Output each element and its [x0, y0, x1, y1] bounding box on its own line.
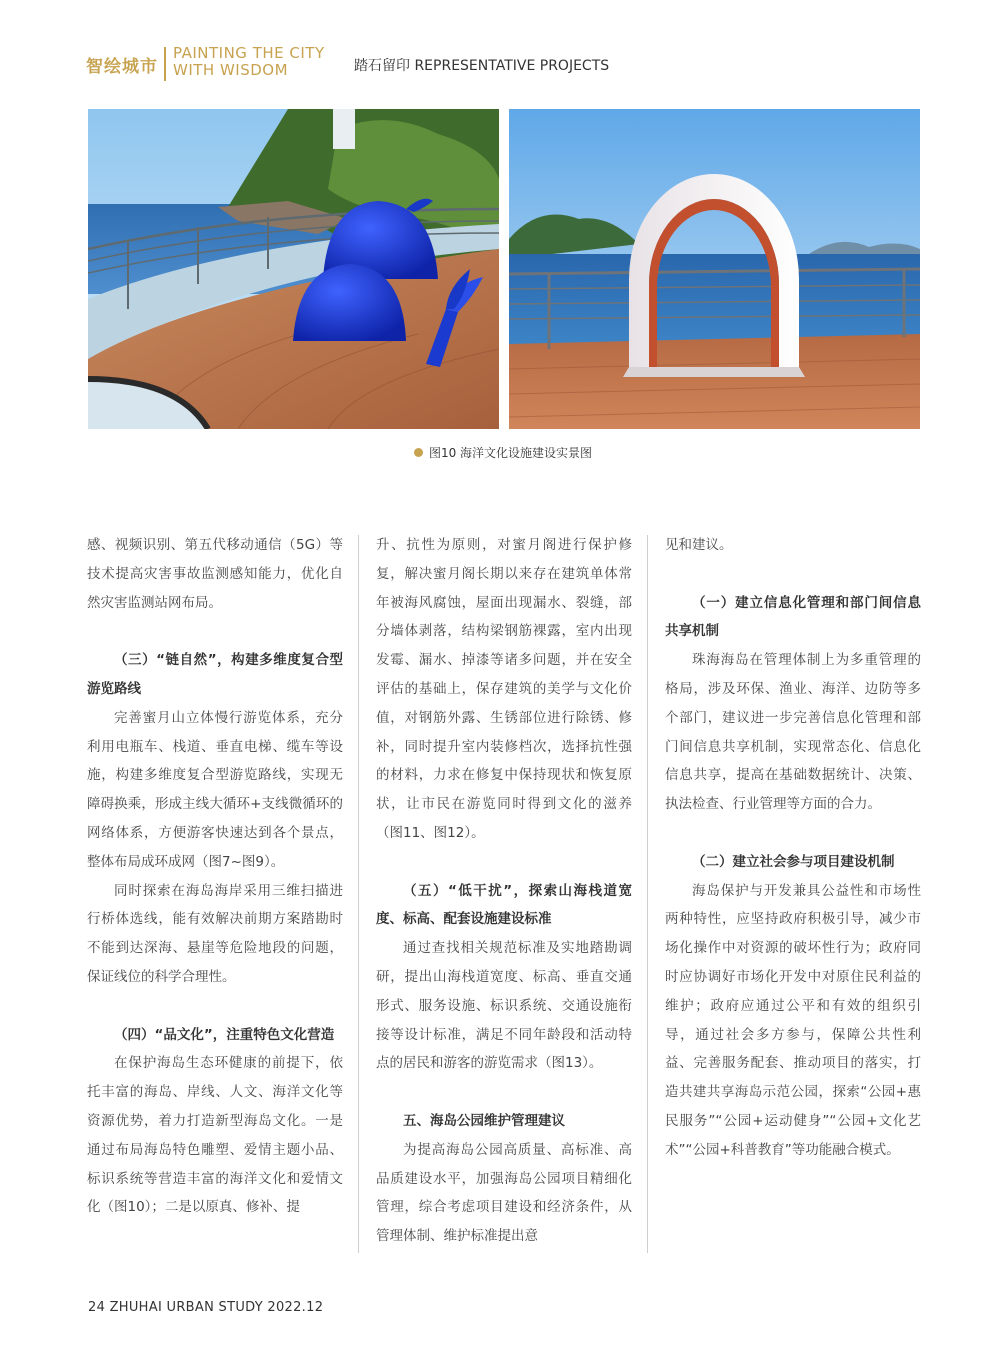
paragraph: 感、视频识别、第五代移动通信（5G）等技术提高灾害事故监测感知能力，优化自然灾害监测站网布局。	[87, 537, 343, 611]
figure-caption	[0, 444, 1006, 461]
paragraph: 海岛保护与开发兼具公益性和市场性两种特性，应坚持政府积极引导，减少市场化操作中对资源的破坏性行为；政府同时应协调好市场化开发中对原住民利益的维护；政府应通过公平和有效的组织引导，通过社会多方参与，保障公共性利益、完善服务配套、推动项目的落实，打造共建共享海岛示范公园，探索“公园+惠民服务”“公园+运动健身”“公园+文化艺术”“公园+科普教育”等功能融合模式。	[665, 882, 921, 1158]
column-divider	[358, 535, 359, 1253]
brand-title-en-line1: PAINTING THE CITY	[173, 44, 325, 62]
photo-ring-arch	[509, 109, 920, 429]
text-column-1	[87, 531, 343, 1222]
paragraph: 完善蜜月山立体慢行游览体系，充分利用电瓶车、栈道、垂直电梯、缆车等设施，构建多维度复合型游览路线，实现无障碍换乘，形成主线大循环+支线微循环的网络体系，方便游客快速达到各个景点，整体布局成环成网（图7~图9）。	[87, 709, 343, 870]
paragraph: 见和建议。	[665, 537, 733, 553]
paragraph: 在保护海岛生态环健康的前提下，依托丰富的海岛、岸线、人文、海洋文化等资源优势，着力打造新型海岛文化。一是通过布局海岛特色雕塑、爱情主题小品、标识系统等营造丰富的海洋文化和爱情文化（图10）；二是以原真、修补、提	[87, 1055, 343, 1216]
brand-divider	[164, 47, 166, 81]
text-column-2	[376, 531, 632, 1251]
photo-whale-sculptures	[88, 109, 499, 429]
paragraph: 同时探索在海岛海岸采用三维扫描进行桥体选线，能有效解决前期方案踏勘时不能到达深海、悬崖等危险地段的问题，保证线位的科学合理性。	[87, 882, 343, 985]
section-title: 踏石留印 REPRESENTATIVE PROJECTS	[354, 58, 610, 74]
section-heading: （二）建立社会参与项目建设机制	[692, 853, 895, 870]
section-heading: （三）“链自然”，构建多维度复合型游览路线	[87, 652, 343, 697]
column-divider	[647, 535, 648, 1253]
paragraph: 珠海海岛在管理体制上为多重管理的格局，涉及环保、渔业、海洋、边防等多个部门，建议进一步完善信息化管理和部门间信息共享机制，实现常态化、信息化信息共享，提高在基础数据统计、决策、执法检查、行业管理等方面的合力。	[665, 652, 921, 813]
section-heading: （一）建立信息化管理和部门间信息共享机制	[665, 594, 921, 640]
page-footer: 24 ZHUHAI URBAN STUDY 2022.12	[88, 1300, 324, 1315]
section-heading: 五、海岛公园维护管理建议	[403, 1112, 565, 1129]
brand-title-en	[173, 45, 325, 79]
paragraph: 为提高海岛公园高质量、高标准、高品质建设水平，加强海岛公园项目精细化管理，综合考虑项目建设和经济条件，从管理体制、维护标准提出意	[376, 1141, 632, 1245]
brand-title-en-line2: WITH WISDOM	[173, 61, 289, 79]
paragraph: 通过查找相关规范标准及实地踏勘调研，提出山海栈道宽度、标高、垂直交通形式、服务设施、标识系统、交通设施衔接等设计标准，满足不同年龄段和活动特点的居民和游客的游览需求（图13）。	[376, 940, 632, 1072]
figure-caption-text: 图10 海洋文化设施建设实景图	[428, 446, 593, 460]
brand-title-cn: 智绘城市	[86, 57, 158, 77]
text-column-3	[665, 531, 921, 1165]
section-heading: （四）“品文化”，注重特色文化营造	[114, 1026, 335, 1043]
caption-bullet-icon	[414, 448, 423, 457]
section-heading: （五）“低干扰”，探索山海栈道宽度、标高、配套设施建设标准	[376, 882, 632, 928]
paragraph: 升、抗性为原则，对蜜月阁进行保护修复，解决蜜月阁长期以来存在建筑单体常年被海风腐蚀，屋面出现漏水、裂缝，部分墙体剥落，结构梁钢筋裸露，室内出现发霉、漏水、掉漆等诸多问题，并在安全评估的基础上，保存建筑的美学与文化价值，对钢筋外露、生锈部位进行除锈、修补，同时提升室内装修档次，选择抗性强的材料，力求在修复中保持现状和恢复原状，让市民在游览同时得到文化的滋养（图11、图12）。	[376, 537, 632, 841]
